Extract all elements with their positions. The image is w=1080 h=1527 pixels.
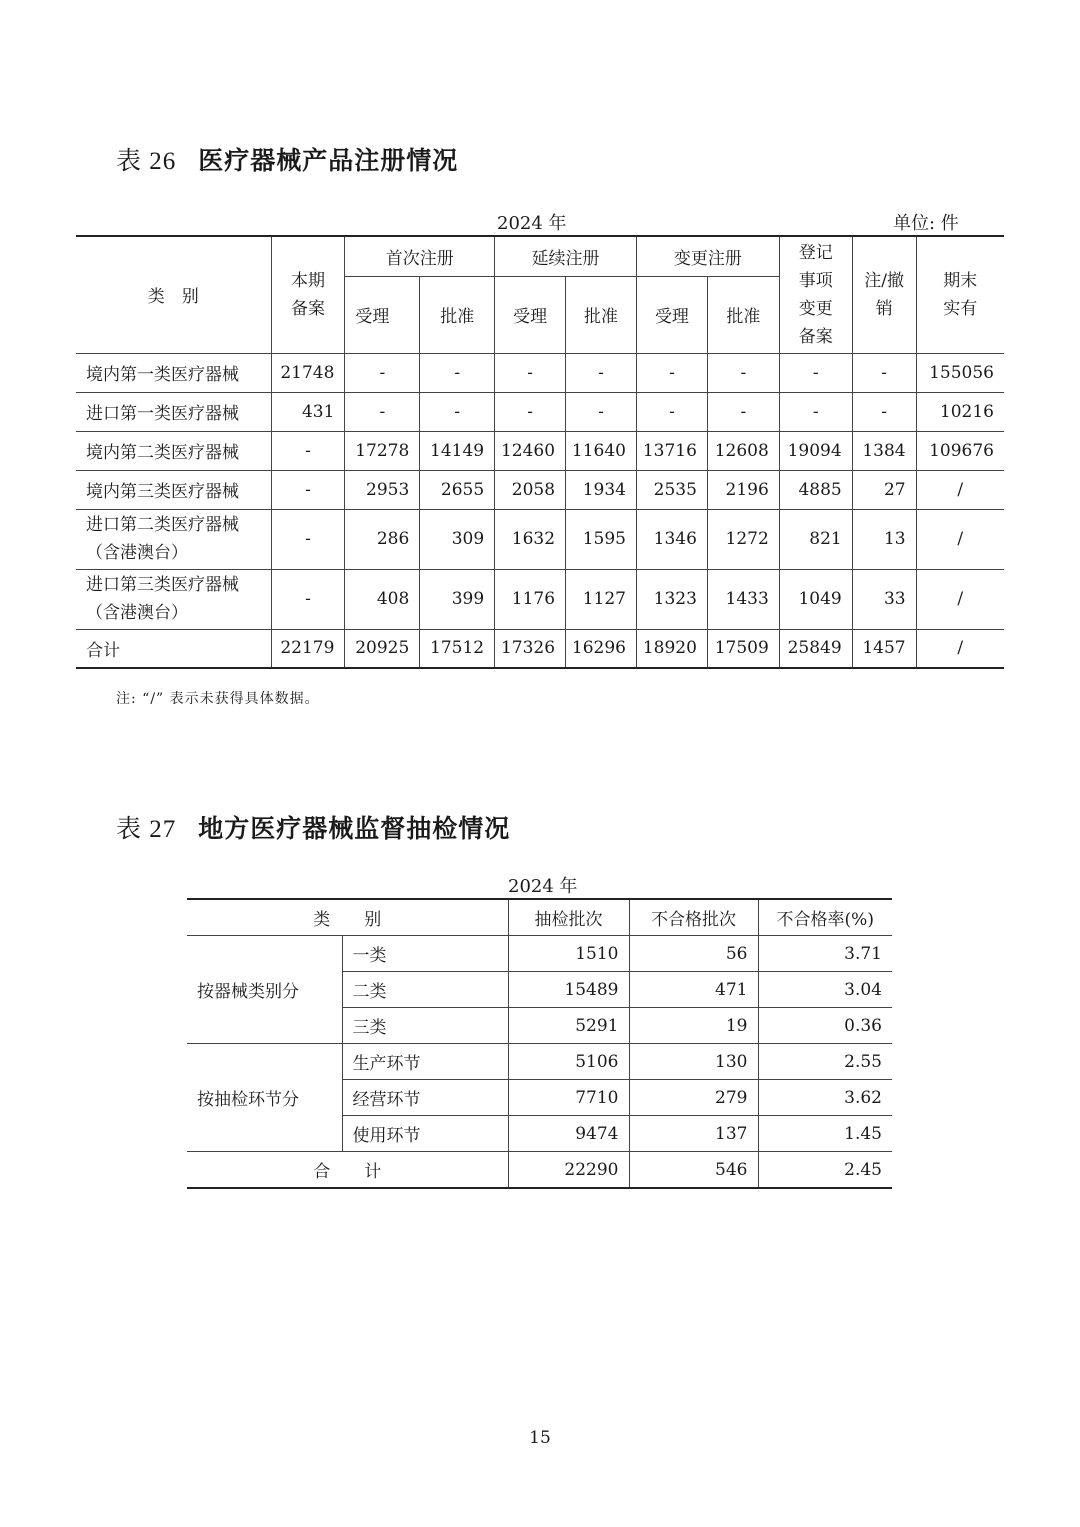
header-rate: 不合格率(%) bbox=[758, 899, 892, 936]
cell: 1049 bbox=[779, 569, 852, 629]
cell: 12460 bbox=[495, 431, 566, 470]
row-label: 三类 bbox=[342, 1008, 508, 1044]
cell: - bbox=[495, 353, 566, 392]
cell: - bbox=[271, 569, 345, 629]
cell-sampled: 5106 bbox=[508, 1044, 629, 1080]
header-renewal-registration: 延续注册 bbox=[495, 236, 637, 276]
header-failed: 不合格批次 bbox=[629, 899, 758, 936]
cell: - bbox=[566, 353, 637, 392]
table-row bbox=[76, 569, 1004, 629]
cell: - bbox=[495, 392, 566, 431]
page-number: 15 bbox=[529, 1428, 551, 1448]
cell: 17512 bbox=[420, 629, 495, 668]
row-label: 合计 bbox=[76, 629, 271, 668]
table-row bbox=[76, 509, 1004, 569]
cell: 155056 bbox=[916, 353, 1004, 392]
cell-rate: 3.62 bbox=[758, 1080, 892, 1116]
table-row-total bbox=[187, 1152, 892, 1189]
cell: 2196 bbox=[707, 470, 779, 509]
cell: 1346 bbox=[636, 509, 707, 569]
cell: 2535 bbox=[636, 470, 707, 509]
cell-sampled: 9474 bbox=[508, 1116, 629, 1152]
cell-sampled: 7710 bbox=[508, 1080, 629, 1116]
cell: 2655 bbox=[420, 470, 495, 509]
header-first-registration: 首次注册 bbox=[345, 236, 495, 276]
row-label: 一类 bbox=[342, 936, 508, 972]
cell: - bbox=[779, 392, 852, 431]
cell-sampled: 15489 bbox=[508, 972, 629, 1008]
cell: 10216 bbox=[916, 392, 1004, 431]
cell: 2953 bbox=[345, 470, 420, 509]
cell: / bbox=[916, 569, 1004, 629]
cell-failed: 56 bbox=[629, 936, 758, 972]
table-row bbox=[76, 353, 1004, 392]
cell: - bbox=[636, 392, 707, 431]
cell: / bbox=[916, 629, 1004, 668]
header-accept: 受理 bbox=[495, 276, 566, 353]
row-label: 境内第一类医疗器械 bbox=[76, 353, 271, 392]
cell: 1457 bbox=[852, 629, 916, 668]
cell: 17326 bbox=[495, 629, 566, 668]
cell: 286 bbox=[345, 509, 420, 569]
cell: 19094 bbox=[779, 431, 852, 470]
cell-sampled: 1510 bbox=[508, 936, 629, 972]
table26-unit: 单位: 件 bbox=[893, 213, 959, 234]
header-category: 类 别 bbox=[76, 236, 271, 353]
cell-failed: 279 bbox=[629, 1080, 758, 1116]
table26-title-text: 医疗器械产品注册情况 bbox=[198, 146, 459, 175]
cell-failed: 471 bbox=[629, 972, 758, 1008]
cell: - bbox=[271, 431, 345, 470]
cell: 27 bbox=[852, 470, 916, 509]
cell: 1384 bbox=[852, 431, 916, 470]
row-label: 境内第三类医疗器械 bbox=[76, 470, 271, 509]
cell: 20925 bbox=[345, 629, 420, 668]
cell: - bbox=[707, 353, 779, 392]
table27-title bbox=[116, 809, 510, 845]
cell: 18920 bbox=[636, 629, 707, 668]
table27-year: 2024 年 bbox=[508, 876, 578, 897]
table-row bbox=[76, 470, 1004, 509]
cell-rate: 1.45 bbox=[758, 1116, 892, 1152]
table26-year: 2024 年 bbox=[497, 213, 567, 234]
cell: 21748 bbox=[271, 353, 345, 392]
cell: 14149 bbox=[420, 431, 495, 470]
header-current-filing: 本期 备案 bbox=[271, 236, 345, 353]
cell: 821 bbox=[779, 509, 852, 569]
row-label: 生产环节 bbox=[342, 1044, 508, 1080]
cell: 17509 bbox=[707, 629, 779, 668]
total-rate: 2.45 bbox=[758, 1152, 892, 1189]
cell-sampled: 5291 bbox=[508, 1008, 629, 1044]
cell: 2058 bbox=[495, 470, 566, 509]
total-sampled: 22290 bbox=[508, 1152, 629, 1189]
cell: - bbox=[271, 470, 345, 509]
row-label: 进口第一类医疗器械 bbox=[76, 392, 271, 431]
header-approve: 批准 bbox=[420, 276, 495, 353]
cell: 1323 bbox=[636, 569, 707, 629]
row-label: 二类 bbox=[342, 972, 508, 1008]
cell: - bbox=[345, 353, 420, 392]
total-label: 合 计 bbox=[187, 1152, 508, 1189]
cell: / bbox=[916, 470, 1004, 509]
cell-failed: 19 bbox=[629, 1008, 758, 1044]
cell: 431 bbox=[271, 392, 345, 431]
row-label: 进口第二类医疗器械 （含港澳台） bbox=[76, 509, 271, 569]
cell: 1127 bbox=[566, 569, 637, 629]
cell: - bbox=[420, 392, 495, 431]
header-approve: 批准 bbox=[707, 276, 779, 353]
cell: 11640 bbox=[566, 431, 637, 470]
table-row bbox=[187, 1044, 892, 1080]
header-cancel: 注/撤 销 bbox=[852, 236, 916, 353]
table27-header-row bbox=[187, 899, 892, 936]
cell: 309 bbox=[420, 509, 495, 569]
cell: - bbox=[852, 353, 916, 392]
table-row bbox=[76, 392, 1004, 431]
cell-failed: 130 bbox=[629, 1044, 758, 1080]
cell-rate: 2.55 bbox=[758, 1044, 892, 1080]
cell-failed: 137 bbox=[629, 1116, 758, 1152]
cell: 1272 bbox=[707, 509, 779, 569]
cell: - bbox=[420, 353, 495, 392]
cell: 1934 bbox=[566, 470, 637, 509]
cell: 33 bbox=[852, 569, 916, 629]
table26-note: 注: “/” 表示未获得具体数据。 bbox=[116, 691, 320, 707]
header-category: 类 别 bbox=[187, 899, 508, 936]
table27-number: 表 27 bbox=[116, 816, 177, 843]
cell: 1176 bbox=[495, 569, 566, 629]
group-label: 按抽检环节分 bbox=[187, 1044, 342, 1152]
row-label: 使用环节 bbox=[342, 1116, 508, 1152]
cell: / bbox=[916, 509, 1004, 569]
cell: 13 bbox=[852, 509, 916, 569]
header-end-total: 期末 实有 bbox=[916, 236, 1004, 353]
group-label: 按器械类别分 bbox=[187, 936, 342, 1044]
cell: 399 bbox=[420, 569, 495, 629]
cell-rate: 0.36 bbox=[758, 1008, 892, 1044]
cell: 4885 bbox=[779, 470, 852, 509]
header-approve: 批准 bbox=[566, 276, 637, 353]
header-accept: 受理 bbox=[636, 276, 707, 353]
row-label: 经营环节 bbox=[342, 1080, 508, 1116]
cell-rate: 3.71 bbox=[758, 936, 892, 972]
cell: 13716 bbox=[636, 431, 707, 470]
cell: 109676 bbox=[916, 431, 1004, 470]
cell: - bbox=[271, 509, 345, 569]
cell: 1632 bbox=[495, 509, 566, 569]
cell: 1595 bbox=[566, 509, 637, 569]
cell-rate: 3.04 bbox=[758, 972, 892, 1008]
table26-title bbox=[116, 141, 458, 177]
table26 bbox=[76, 235, 1004, 669]
header-change-registration: 变更注册 bbox=[636, 236, 779, 276]
header-sampled: 抽检批次 bbox=[508, 899, 629, 936]
cell: 12608 bbox=[707, 431, 779, 470]
row-label: 进口第三类医疗器械 （含港澳台） bbox=[76, 569, 271, 629]
cell: - bbox=[636, 353, 707, 392]
cell: - bbox=[345, 392, 420, 431]
header-record-change: 登记 事项 变更 备案 bbox=[779, 236, 852, 353]
table26-number: 表 26 bbox=[116, 148, 177, 175]
cell: 25849 bbox=[779, 629, 852, 668]
table-row-total bbox=[76, 629, 1004, 668]
cell: 408 bbox=[345, 569, 420, 629]
cell: 22179 bbox=[271, 629, 345, 668]
cell: - bbox=[779, 353, 852, 392]
cell: - bbox=[566, 392, 637, 431]
header-accept: 受理 bbox=[345, 276, 420, 353]
cell: 17278 bbox=[345, 431, 420, 470]
table-row bbox=[187, 936, 892, 972]
table-row bbox=[76, 431, 1004, 470]
table27 bbox=[187, 898, 892, 1189]
cell: 16296 bbox=[566, 629, 637, 668]
row-label: 境内第二类医疗器械 bbox=[76, 431, 271, 470]
total-failed: 546 bbox=[629, 1152, 758, 1189]
cell: 1433 bbox=[707, 569, 779, 629]
cell: - bbox=[707, 392, 779, 431]
table27-title-text: 地方医疗器械监督抽检情况 bbox=[198, 814, 511, 843]
cell: - bbox=[852, 392, 916, 431]
